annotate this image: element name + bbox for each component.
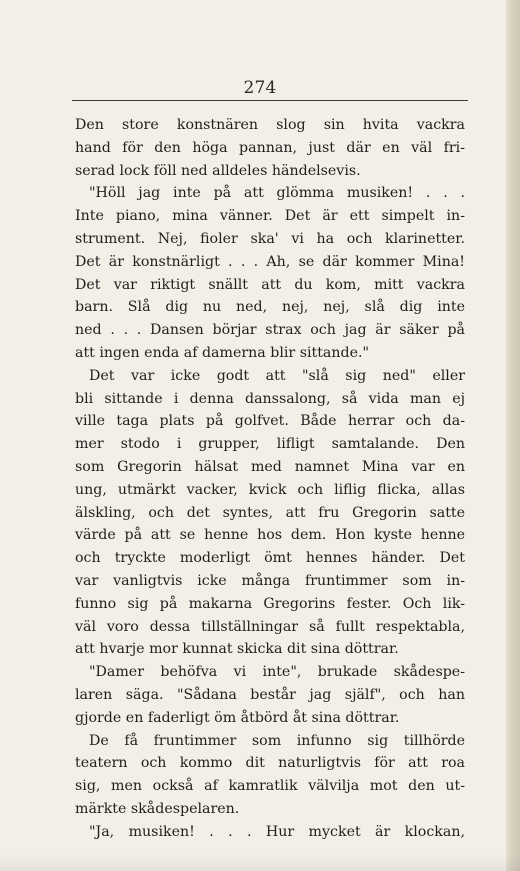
text-line: "Ja, musiken! . . . Hur mycket är klockan, [89,823,465,840]
text-line: teatern och kommo dit naturligtvis för att roa [75,755,465,772]
text-line: ned . . . Dansen börjar strax och jag är säker på [75,322,465,339]
text-line: ung, utmärkt vacker, kvick och liflig flicka, allas [75,481,465,498]
text-line: sig, men också af kamratlik välvilja mot den ut- [75,778,465,795]
text-line: barn. Slå dig nu ned, nej, nej, slå dig inte [75,299,465,316]
text-line: älskling, och det syntes, att fru Gregorin satte [75,504,465,521]
text-line: att hvarje mor kunnat skicka dit sina döttrar. [75,641,399,658]
text-line: "Damer behöfva vi inte", brukade skådespe- [89,664,465,681]
text-line: hand för den höga pannan, just där en väl fri- [75,139,465,156]
page-shadow [0,855,520,871]
text-line: Inte piano, mina vänner. Det är ett simpelt in- [75,208,465,225]
text-line: gjorde en faderligt öm åtbörd åt sina döttrar. [75,709,400,726]
text-line: Den store konstnären slog sin hvita vackra [75,117,465,133]
text-line: ville taga plats på golfvet. Både herrar och da- [75,413,465,430]
text-line: mer stodo i grupper, lifligt samtalande. Den [75,436,465,453]
header-rule [72,100,468,101]
text-line: laren säga. "Sådana består jag själf", och han [75,686,465,703]
text-line: De få fruntimmer som infunno sig tillhörde [89,732,465,749]
page-number: 274 [243,78,277,98]
text-line: bli sittande i denna danssalong, så vida man ej [75,390,465,407]
body-text [75,114,465,844]
text-line: "Höll jag inte på att glömma musiken! . . . [89,185,465,202]
text-line: strument. Nej, fioler ska' vi ha och klarinetter. [75,230,465,247]
text-line: som Gregorin hälsat med namnet Mina var en [75,458,465,475]
text-line: Det var icke godt att "slå sig ned" eller [89,367,465,384]
page-edge [506,0,520,871]
text-line: Det är konstnärligt . . . Ah, se där kommer Mina! [75,253,465,270]
text-line: att ingen enda af damerna blir sittande." [75,344,370,361]
text-line: och tryckte moderligt ömt hennes händer. Det [75,550,465,567]
text-line: funno sig på makarna Gregorins fester. Och lik- [75,595,465,612]
text-line: serad lock föll ned alldeles händelsevis. [75,162,361,179]
text-line: väl voro dessa tillställningar så fullt respektabla, [75,618,465,635]
text-line: märkte skådespelaren. [75,800,240,817]
text-line: Det var riktigt snällt att du kom, mitt vackra [75,276,465,293]
text-line: var vanligtvis icke många fruntimmer som in- [75,572,465,589]
text-line: värde på att se henne hos dem. Hon kyste henne [75,527,465,544]
